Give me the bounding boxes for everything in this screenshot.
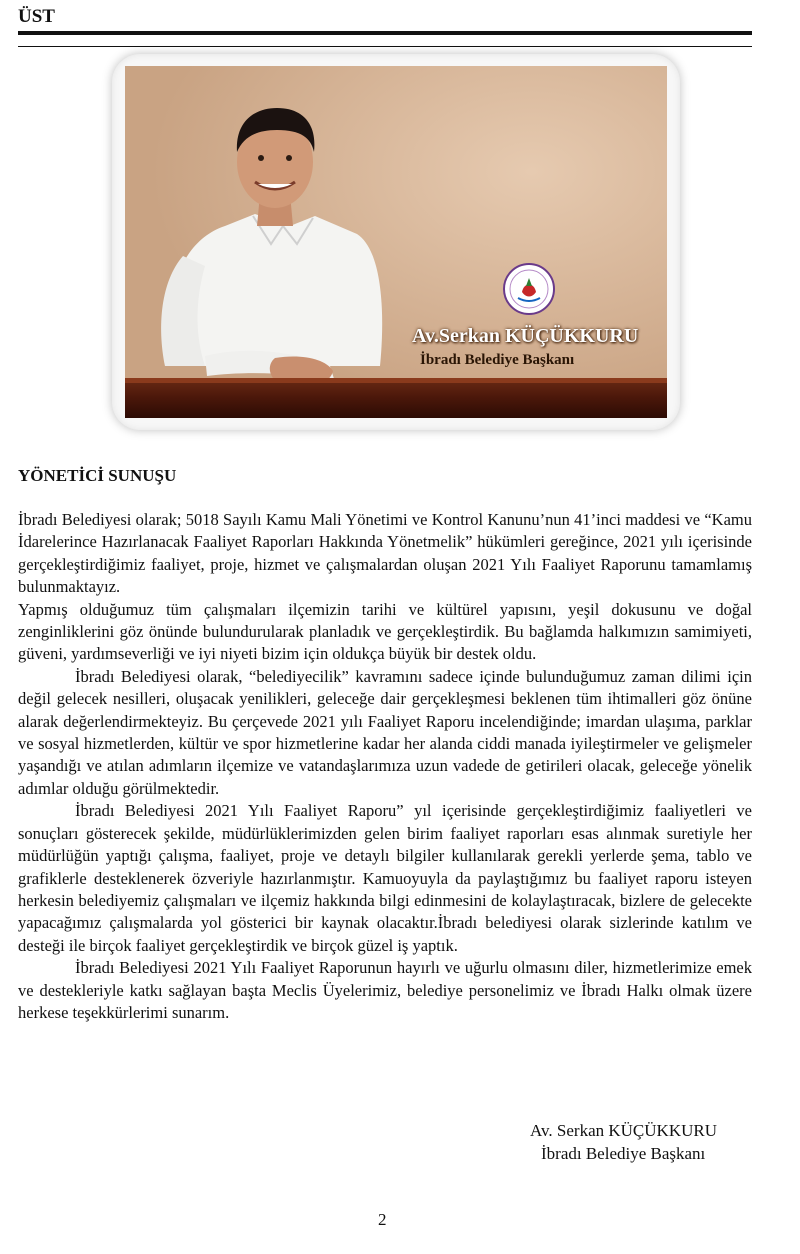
paragraph-1: İbradı Belediyesi olarak; 5018 Sayılı Kamu Mali Yönetimi ve Kontrol Kanunu’nun 41’inci maddesi ve “Kamu İdarelerince Hazırlanacak Faaliyet Raporları Hakkında Yönetmelik” hükümleri gereğince, 2021 yılı içerisinde gerçekleştirdiğimiz faaliyet, proje, hizmet ve çalışmalardan oluşan 2021 Yılı Faaliyet Raporunu tamamlamış bulunmaktayız. — [18, 510, 752, 597]
paragraph-5: İbradı Belediyesi 2021 Yılı Faaliyet Raporunun hayırlı ve uğurlu olmasını diler, hizmetlerimize emek ve destekleriyle katkı sağlayan başta Meclis Üyelerimiz, belediye personelimiz ve İbradı Halkı olmak üzere herkese teşekkürlerimi sunarım. — [18, 958, 752, 1022]
paragraph-2: Yapmış olduğumuz tüm çalışmaları ilçemizin tarihi ve kültürel yapısını, yeşil dokusunu ve doğal zenginliklerini göz önünde bulundurularak planladık ve gerçekleştirdik. Bu bağlamda halkımızın samimiyeti, güveni, yardımseverliği ve iyi niyeti bizim için oldukça büyük bir destek oldu. — [18, 599, 752, 664]
signature-name: Av. Serkan KÜÇÜKKURU — [530, 1121, 717, 1140]
mayor-portrait-illustration — [125, 66, 667, 418]
paragraph-4: İbradı Belediyesi 2021 Yılı Faaliyet Raporu” yıl içerisinde gerçekleştirdiğimiz faaliyetleri ve sonuçları gösterecek şekilde, müdürlüklerimizden gelen birim faaliyet raporları esas alınmak suretiyle her müdürlüğün yaptığı çalışma, faaliyet, proje ve detaylı bilgiler kullanılarak gerekli yerlerde şema, tablo ve grafiklerle desteklenerek özveriyle hazırlanmıştır. Kamuoyuyla da paylaştığımız bu faaliyet raporu isteyen herkesin belediyemiz çalışmaları ve ilçemiz hakkında bilgi edinmesini de kolaylaştıracak, bizlere de gelecekte yapacağımız çalışmalarda yol gösterici bir kaynak olacaktır.İbradı belediyesi olarak sizlerinde katılım ve desteği ile birçok faaliyet gerçekleştirdik ve birçok güzel iş yaptık. — [18, 801, 752, 955]
header-rule-thick — [18, 31, 752, 35]
body-text — [18, 509, 752, 1024]
municipality-logo — [502, 262, 556, 316]
section-title: YÖNETİCİ SUNUŞU — [18, 466, 177, 485]
signature-title: İbradı Belediye Başkanı — [541, 1144, 706, 1163]
header-label: ÜST — [18, 6, 55, 27]
photo-caption-title: İbradı Belediye Başkanı — [420, 352, 575, 368]
mayor-photo — [125, 66, 667, 418]
photo-caption-name: Av.Serkan KÜÇÜKKURU — [412, 325, 639, 347]
header-rule-thin — [18, 46, 752, 47]
page-number: 2 — [378, 1210, 387, 1229]
paragraph-3: İbradı Belediyesi olarak, “belediyecilik” kavramını sadece içinde bulunduğumuz zaman dilimi için değil gelecek nesilleri, oluşacak yenilikleri, geleceğe dair gerçekleşmesi beklenen tüm ihtimalleri göz önüne alarak değerlendirmekteyiz. Bu çerçevede 2021 yılı Faaliyet Raporu incelendiğinde; imardan ulaşıma, parklar ve sosyal hizmetlerden, kültür ve spor hizmetlerine kadar her alanda ciddi manada iyileştirmeler ve gelişmeler yaşandığı ve atılan adımların ilçemize ve vatandaşlarımıza uzun vadede de getirileri olacak, geleceğe yönelik adımlar olduğu görülmektedir. — [18, 666, 752, 798]
